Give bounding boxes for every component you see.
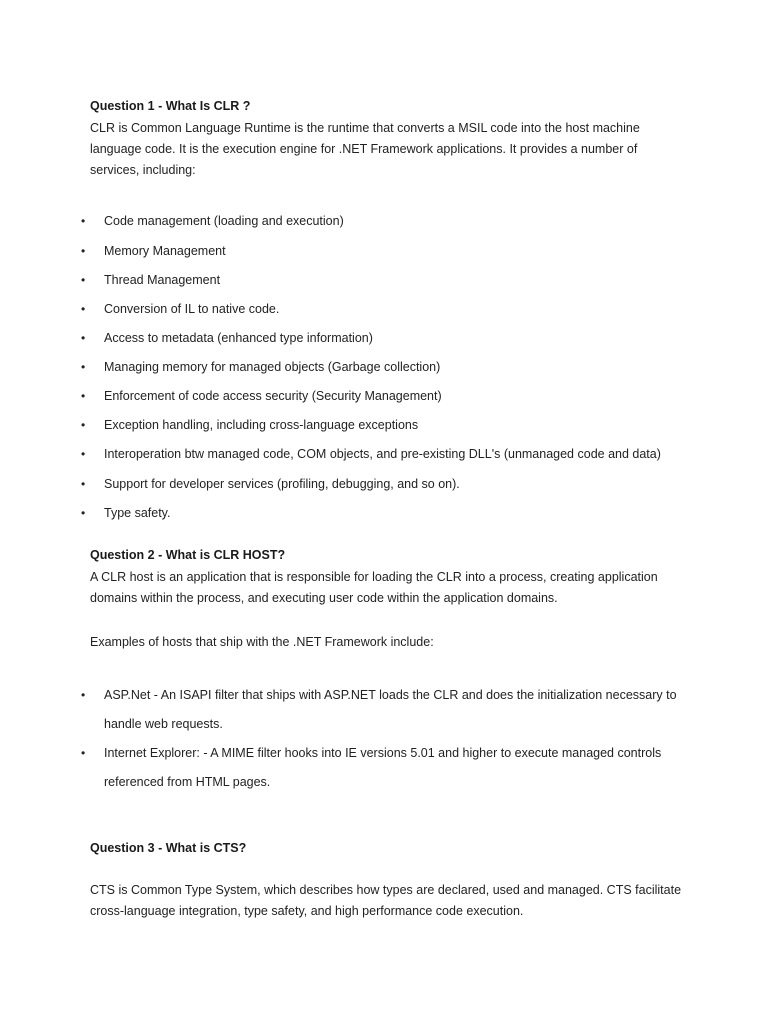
bullet-icon: • [81, 418, 86, 432]
q2-intro [90, 567, 658, 609]
list-item-text: Enforcement of code access security (Security Management) [104, 389, 442, 403]
list-item-text: Interoperation btw managed code, COM objects, and pre-existing DLL's (unmanaged code and data) [104, 447, 661, 461]
bullet-icon: • [81, 273, 86, 287]
q1-intro [90, 118, 650, 181]
bullet-icon: • [81, 447, 86, 461]
q3-intro-line: CTS is Common Type System, which describes how types are declared, used and managed. CTS facilitate [90, 883, 682, 897]
list-item-text-line2: referenced from HTML pages. [104, 775, 271, 789]
q1-intro-line: language code. It is the execution engine for .NET Framework applications. It provides a number of [90, 142, 638, 156]
bullet-icon: • [81, 244, 86, 258]
list-item-text: Conversion of IL to native code. [104, 302, 280, 316]
q3-heading: Question 3 - What is CTS? [90, 841, 247, 855]
list-item-text: Support for developer services (profiling, debugging, and so on). [104, 477, 460, 491]
bullet-icon: • [81, 302, 86, 316]
q3-intro [90, 880, 682, 922]
list-item-text: Memory Management [104, 244, 226, 258]
list-item-text: Access to metadata (enhanced type information) [104, 331, 373, 345]
list-item-text: Thread Management [104, 273, 221, 287]
q1-intro-line: CLR is Common Language Runtime is the runtime that converts a MSIL code into the host machine [90, 121, 640, 135]
bullet-icon: • [81, 389, 86, 403]
list-item-text-line1: ASP.Net - An ISAPI filter that ships with ASP.NET loads the CLR and does the initialization necessary to [104, 688, 677, 702]
q2-heading: Question 2 - What is CLR HOST? [90, 548, 286, 562]
q3-intro-line: cross-language integration, type safety, and high performance code execution. [90, 904, 524, 918]
bullet-icon: • [81, 746, 86, 760]
q2-intro-line: A CLR host is an application that is responsible for loading the CLR into a process, creating application [90, 570, 658, 584]
bullet-icon: • [81, 506, 86, 520]
q1-intro-line: services, including: [90, 163, 196, 177]
q2-examples-intro [90, 632, 650, 653]
bullet-icon: • [81, 477, 86, 491]
bullet-icon: • [81, 214, 86, 228]
list-item-text-line2: handle web requests. [104, 717, 223, 731]
q2-examples-intro-text: Examples of hosts that ship with the .NET Framework include: [90, 635, 434, 649]
list-item-text: Code management (loading and execution) [104, 214, 344, 228]
bullet-icon: • [81, 331, 86, 345]
list-item-text: Type safety. [104, 506, 171, 520]
q2-intro-line: domains within the process, and executing user code within the application domains. [90, 591, 558, 605]
list-item-text: Managing memory for managed objects (Garbage collection) [104, 360, 441, 374]
bullet-icon: • [81, 360, 86, 374]
list-item-text: Exception handling, including cross-language exceptions [104, 418, 419, 432]
list-item-text-line1: Internet Explorer: - A MIME filter hooks into IE versions 5.01 and higher to execute managed controls [104, 746, 662, 760]
bullet-icon: • [81, 688, 86, 702]
q1-heading: Question 1 - What Is CLR ? [90, 99, 251, 113]
